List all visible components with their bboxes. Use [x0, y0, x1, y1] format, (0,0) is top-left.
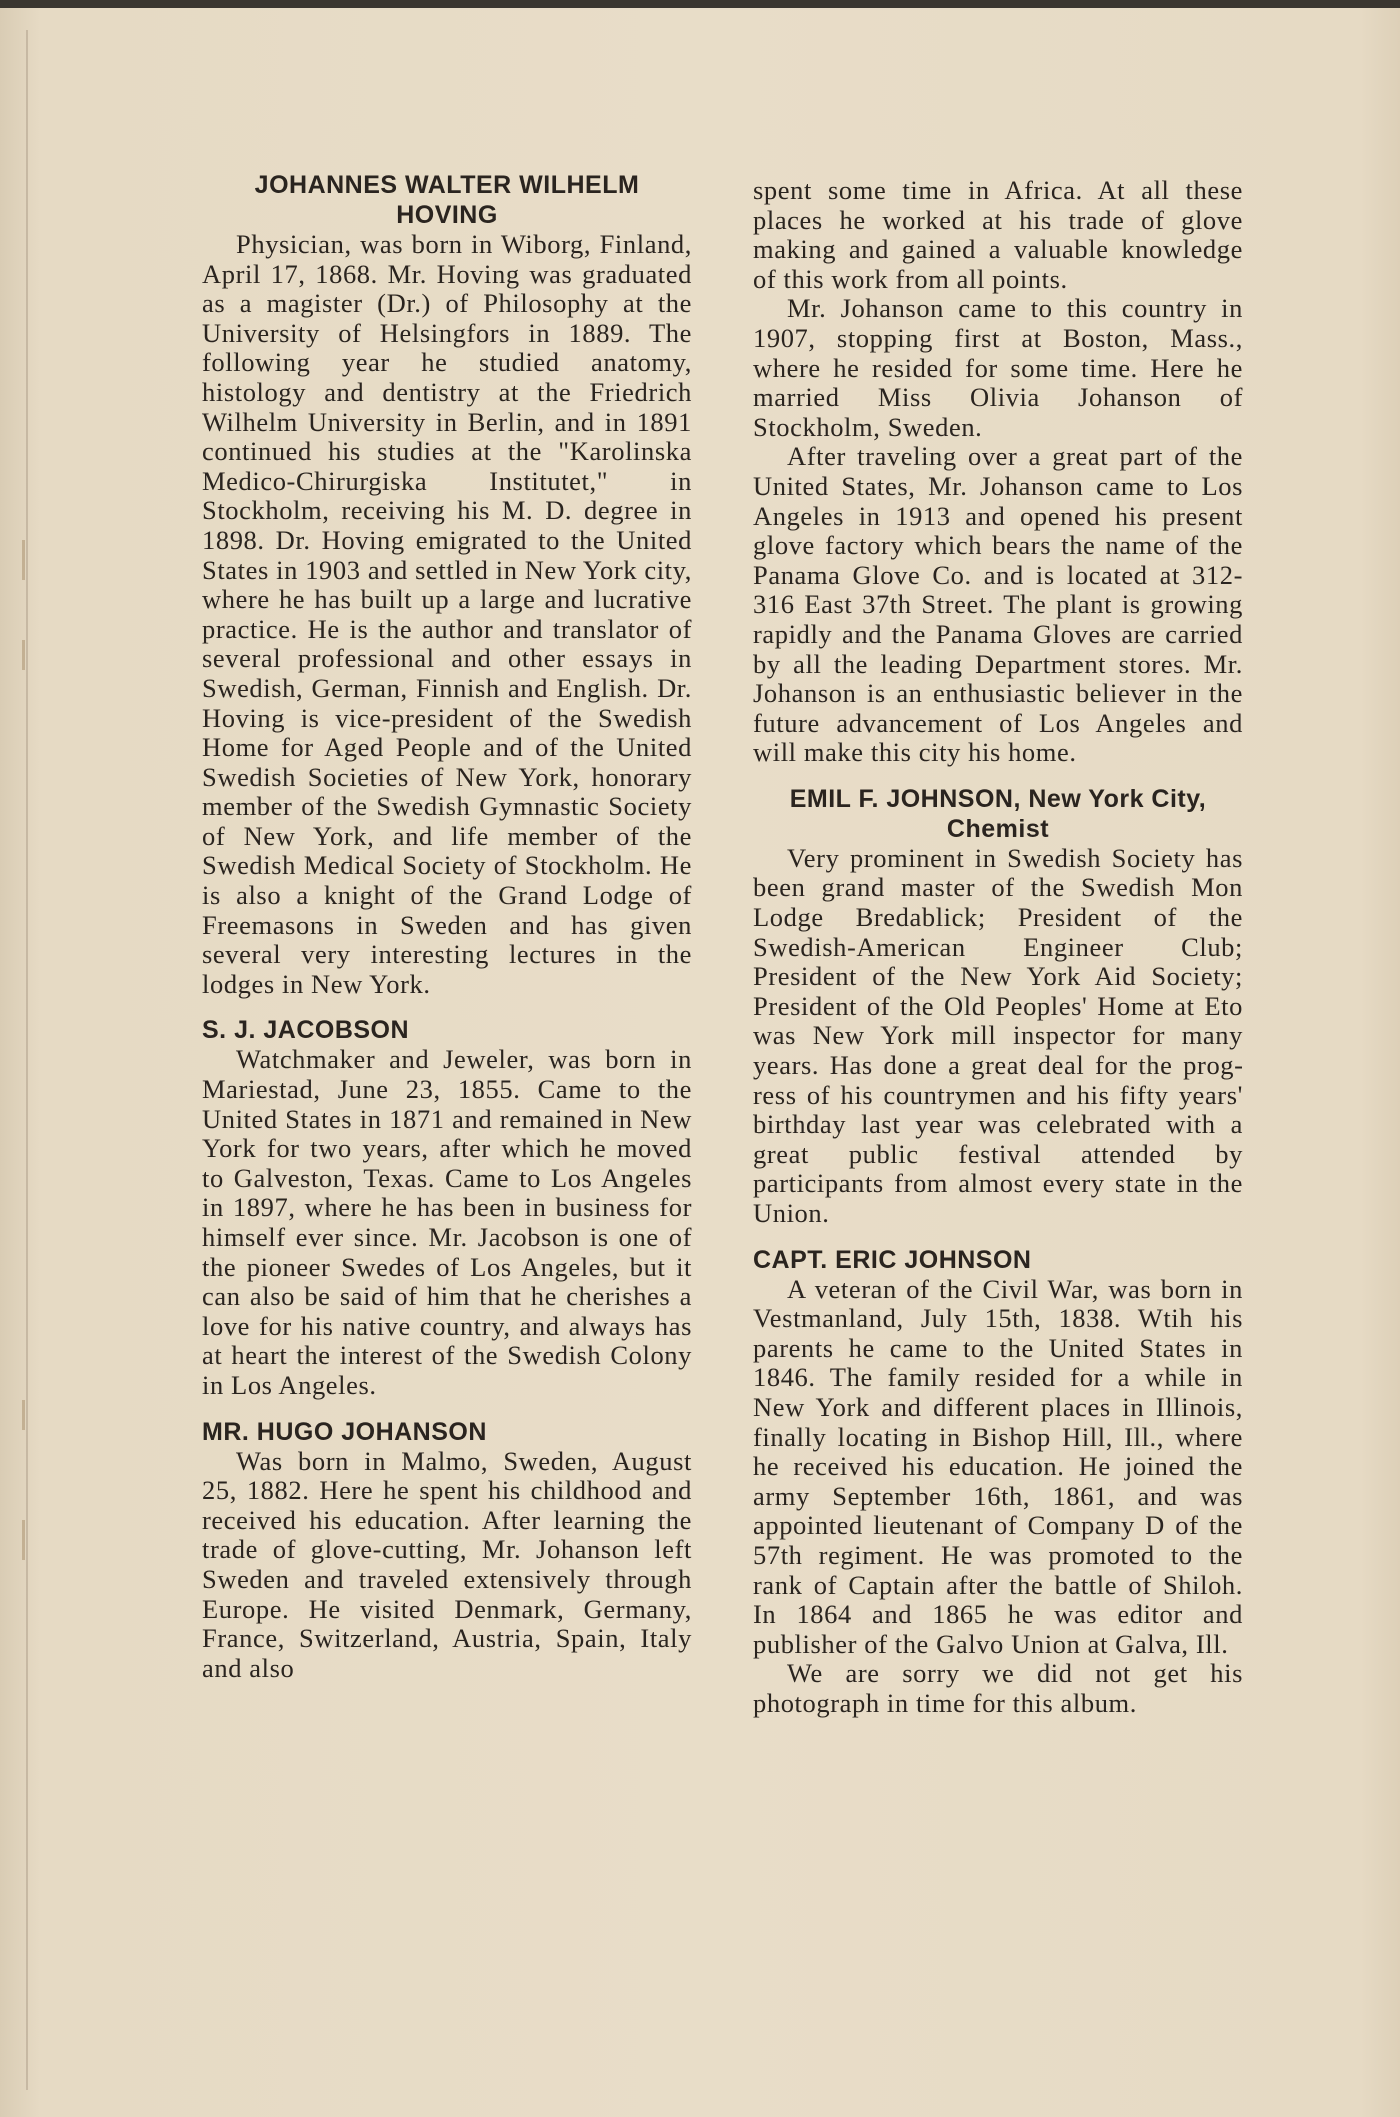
margin-mark — [22, 1400, 25, 1430]
paragraph-hugo-johanson-2: spent some time in Africa. At all these places he worked at his trade of glove making and gained a valuable knowledge of this work from all points. — [753, 175, 1243, 294]
margin-mark — [22, 640, 25, 670]
paragraph-eric-johnson: A veteran of the Civil War, was born in Vestmanland, July 15th, 1838. Wtih his parents he came to the United States in 1846. The family resided for a while in New York and different places in Illinois, finally locating in Bishop Hill, Ill., where he received his education. He joined the army September 16th, 1861, and was appointed lieutenant of Company D of the 57th regiment. He was promoted to the rank of Captain after the battle of Shiloh. In 1864 and 1865 he was editor and publisher of the Galvo Union at Galva, Ill. — [753, 1273, 1243, 1659]
page-top-edge — [0, 0, 1400, 8]
left-column — [202, 170, 692, 1683]
paragraph-hugo-johanson-3: Mr. Johanson came to this country in 1907, stopping first at Boston, Mass., where he resided for some time. Here he married Miss Olivia Johanson of Stockholm, Sweden. — [753, 293, 1243, 442]
heading-hoving: JOHANNES WALTER WILHELM HOVING — [254, 171, 640, 229]
paragraph-hugo-johanson-4: After traveling over a great part of the United States, Mr. Johanson came to Los Angeles in 1913 and opened his present glove factory which bears the name of the Panama Glove Co. and is located at 312-316 East 37th Street. The plant is growing rapidly and the Panama Gloves are carried by all the leading Department stores. Mr. Johanson is an enthusiastic believer in the future advancement of Los Angeles and will make this city his home. — [753, 441, 1243, 768]
margin-mark — [22, 540, 25, 580]
binding-edge — [26, 30, 28, 2090]
heading-hugo-johanson: MR. HUGO JOHANSON — [202, 1417, 487, 1446]
paragraph-hugo-johanson-1: Was born in Malmo, Sweden, August 25, 1882. Here he spent his childhood and received his education. After learning the trade of glove-cutting, Mr. Johanson left Sweden and traveled extensively through Europe. He visited Denmark, Germany, France, Switzerland, Austria, Spain, Italy and also — [202, 1445, 692, 1683]
paragraph-photograph-note: We are sorry we did not get his photograph in time for this album. — [753, 1658, 1243, 1718]
margin-mark — [22, 1520, 25, 1560]
heading-jacobson: S. J. JACOBSON — [202, 1016, 410, 1045]
heading-eric-johnson: CAPT. ERIC JOHNSON — [753, 1245, 1032, 1274]
heading-emil-johnson: EMIL F. JOHNSON, New York City, Chemist — [789, 784, 1207, 843]
paragraph-hoving: Physician, was born in Wiborg, Finland, April 17, 1868. Mr. Hoving was graduated as a magister (Dr.) of Philosophy at the University of Helsingfors in 1889. The following year he studied anatomy, histology and dentistry at the Friedrich Wilhelm University in Berlin, and in 1891 continued his studies at the "Karolinska Medico-Chirurgiska Institutet," in Stockholm, receiving his M. D. degree in 1898. Dr. Hoving emigrated to the United States in 1903 and settled in New York city, where he has built up a large and lucrative practice. He is the author and translator of several professional and other essays in Swedish, German, Finnish and English. Dr. Hoving is vice-president of the Swedish Home for Aged People and of the United Swedish Societies of New York, honorary member of the Swedish Gymnastic Society of New York, and life member of the Swedish Medical Society of Stockholm. He is also a knight of the Grand Lodge of Freemasons in Sweden and has given several very interesting lectures in the lodges in New York. — [202, 229, 692, 999]
paragraph-jacobson: Watchmaker and Jeweler, was born in Mariestad, June 23, 1855. Came to the United States in 1871 and remained in New York for two years, after which he moved to Galveston, Texas. Came to Los Angeles in 1897, where he has been in business for himself ever since. Mr. Jacobson is one of the pioneer Swedes of Los Angeles, but it can also be said of him that he cherishes a love for his native country, and always has at heart the interest of the Swedish Colony in Los Angeles. — [202, 1044, 692, 1400]
paragraph-emil-johnson: Very prominent in Swedish Society has been grand master of the Swedish Mon Lodge Bredablick; President of the Swedish-American Engineer Club; President of the New York Aid Society; President of the Old Peoples' Home at Eto was New York mill inspector for many years. Has done a great deal for the progress of his countrymen and his fifty years' birthday last year was celebrated with a great public festival attended by participants from almost every state in the Union. — [753, 842, 1243, 1228]
right-column — [753, 176, 1243, 1719]
